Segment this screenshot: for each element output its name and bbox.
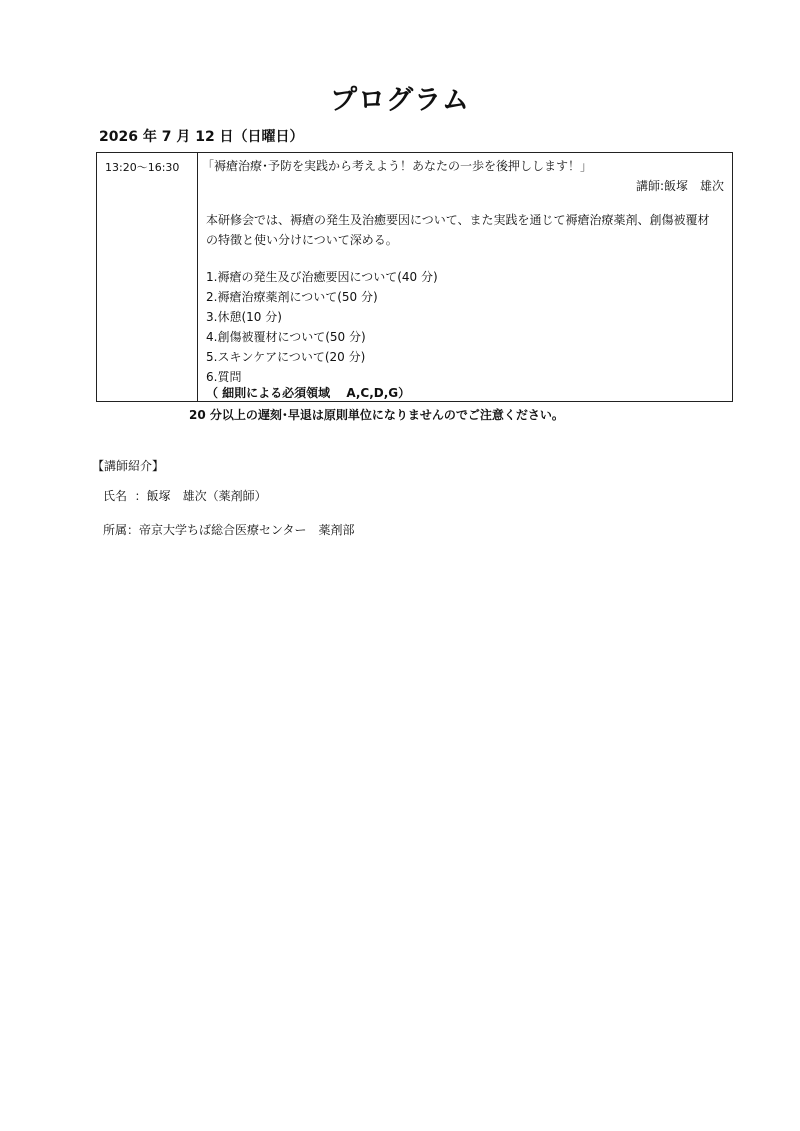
agenda-item: 5.スキンケアについて(20 分) <box>206 350 366 364</box>
lecturer-affiliation-row: 所属：帝京大学ちば総合医療センター 薬剤部 <box>103 523 355 537</box>
agenda-item: 1.褥瘡の発生及び治癒要因について(40 分) <box>206 270 438 284</box>
agenda-list <box>206 267 438 387</box>
lecturer-intro-heading: 【講師紹介】 <box>92 459 165 473</box>
content-cell <box>198 153 732 401</box>
session-description: 本研修会では、褥瘡の発生及治癒要因について、また実践を通じて褥瘡治療薬剤、創傷被覆材の特徴と使い分けについて深める。 <box>206 213 710 247</box>
attendance-notice: 20 分以上の遅刻･早退は原則単位になりませんのでご注意ください。 <box>189 408 564 422</box>
event-date: 2026 年 7 月 12 日（日曜日） <box>99 129 304 145</box>
agenda-item: 2.褥瘡治療薬剤について(50 分) <box>206 290 378 304</box>
lecturer-label: 講師:飯塚 雄次 <box>635 179 724 193</box>
page-title: プログラム <box>330 85 470 116</box>
session-title: 「褥瘡治療･予防を実践から考えよう！あなたの一歩を後押しします！」 <box>202 159 593 173</box>
agenda-item: 3.休憩(10 分) <box>206 310 282 324</box>
agenda-item: 6.質問 <box>206 370 242 384</box>
time-cell <box>97 153 198 401</box>
required-areas: （ 細則による必須領域 A,C,D,G） <box>206 386 411 400</box>
session-time: 13:20～16:30 <box>105 161 180 174</box>
lecturer-name-row: 氏名 ：飯塚 雄次（薬剤師） <box>103 489 267 503</box>
program-table <box>96 152 733 402</box>
agenda-item: 4.創傷被覆材について(50 分) <box>206 330 366 344</box>
